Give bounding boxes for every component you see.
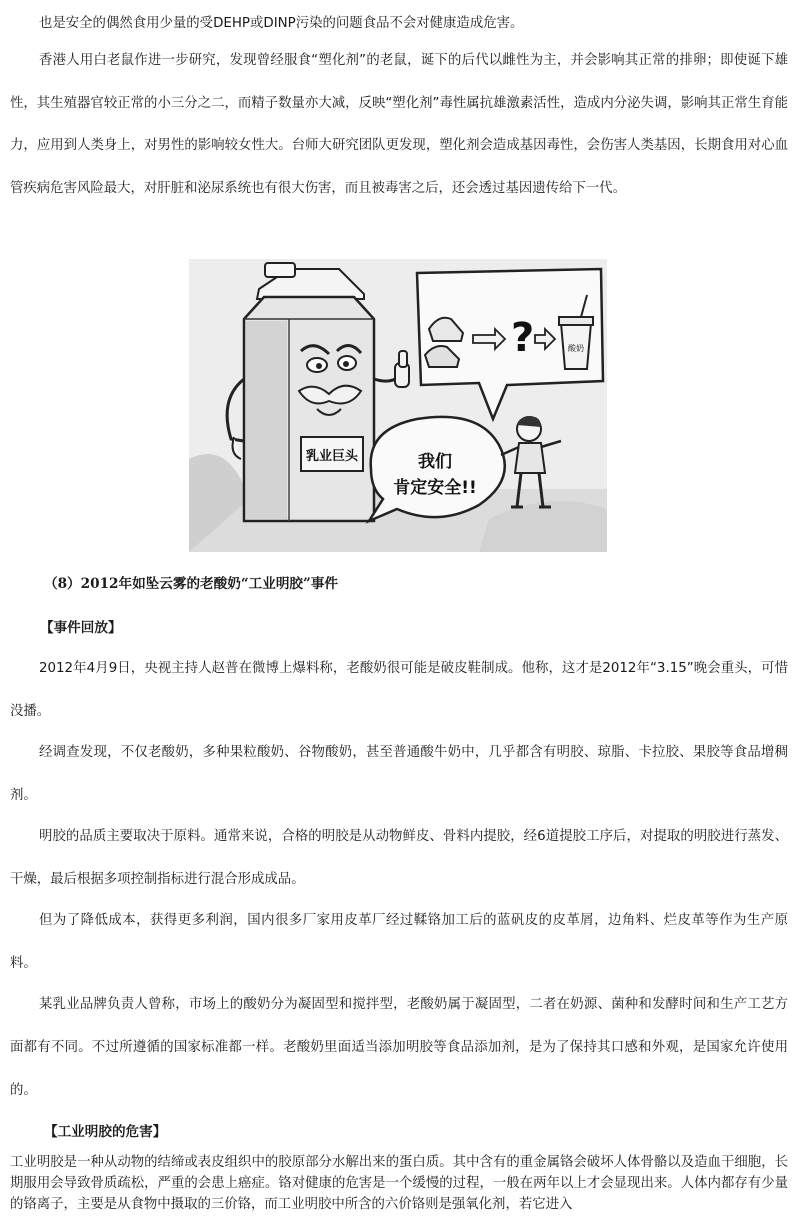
paragraph-cost-cutting: 但为了降低成本，获得更多利润，国内很多厂家用皮革厂经过鞣铬加工后的蓝矾皮的皮革屑，边角料、烂皮革等作为生产原料。: [10, 913, 788, 971]
paragraph-safety-note: 也是安全的偶然食用少量的受DEHP或DINP污染的问题食品不会对健康造成危害。: [39, 16, 524, 31]
cartoon-svg: [189, 259, 607, 552]
paragraph-brand-statement: 某乳业品牌负责人曾称，市场上的酸奶分为凝固型和搅拌型，老酸奶属于凝固型，二者在奶源、菌种和发酵时间和生产工艺方面都有不同。不过所遵循的国家标准都一样。老酸奶里面适当添加明胶等食品添加剂，是为了保持其口感和外观，是国家允许使用的。: [10, 997, 788, 1098]
paragraph-event-date: 2012年4月9日，央视主持人赵普在微博上爆料称，老酸奶很可能是破皮鞋制成。他称，这才是2012年“3.15”晚会重头，可惜没播。: [10, 661, 788, 719]
carton-label: 乳业巨头: [305, 449, 359, 464]
event-review-heading: 【事件回放】: [40, 620, 122, 636]
speech-line-2: 肯定安全!!: [393, 478, 477, 498]
cup-label: 酸奶: [568, 344, 584, 353]
section-title: （8）2012年如坠云雾的老酸奶“工业明胶”事件: [44, 576, 339, 592]
harm-heading: 【工业明胶的危害】: [44, 1124, 167, 1140]
question-mark: ?: [511, 315, 535, 361]
paragraph-gelatin-harm: 工业明胶是一种从动物的结缔或表皮组织中的胶原部分水解出来的蛋白质。其中含有的重金属铬会破坏人体骨骼以及造血干细胞，长期服用会导致骨质疏松，严重的会患上癌症。铬对健康的危害是一个缓慢的过程，一般在两年以上才会显现出来。人体内都存有少量的铬离子，主要是从食物中摄取的三价铬，而工业明胶中所含的六价铬则是强氧化剂，若它进入: [10, 1155, 788, 1212]
speech-line-1: 我们: [418, 452, 452, 472]
cartoon-illustration: [189, 259, 607, 552]
paragraph-gelatin-quality: 明胶的品质主要取决于原料。通常来说，合格的明胶是从动物鲜皮、骨料内提胶，经6道提胶工序后，对提取的明胶进行蒸发、干燥，最后根据多项控制指标进行混合形成成品。: [10, 829, 788, 887]
paragraph-plasticizer-research: 香港人用白老鼠作进一步研究，发现曾经服食“塑化剂”的老鼠，诞下的后代以雌性为主，并会影响其正常的排卵；即使诞下雄性，其生殖器官较正常的小三分之二，而精子数量亦大减，反映“塑化剂”毒性属抗雄激素活性，造成内分泌失调，影响其正常生育能力，应用到人类身上，对男性的影响较女性大。台师大研究团队更发现，塑化剂会造成基因毒性，会伤害人类基因，长期食用对心血管疾病危害风险最大，对肝脏和泌尿系统也有很大伤害，而且被毒害之后，还会透过基因遗传给下一代。: [10, 53, 788, 196]
paragraph-investigation: 经调查发现，不仅老酸奶，多种果粒酸奶、谷物酸奶，甚至普通酸牛奶中，几乎都含有明胶、琼脂、卡拉胶、果胶等食品增稠剂。: [10, 745, 788, 803]
